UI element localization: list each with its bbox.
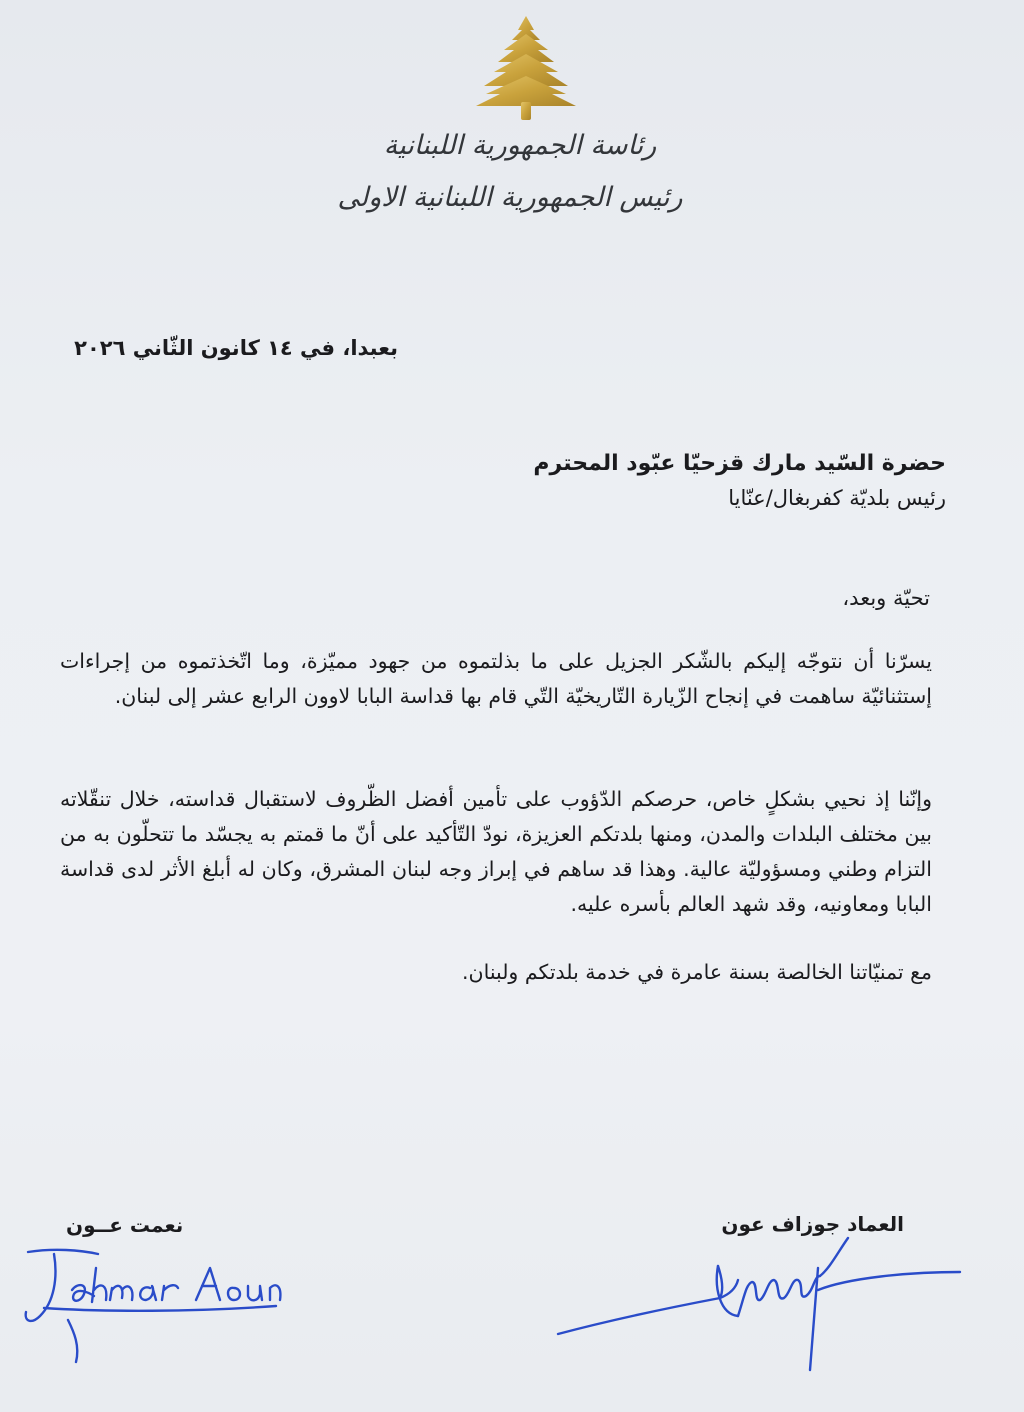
- body-paragraph-1: يسرّنا أن نتوجّه إليكم بالشّكر الجزيل على ما بذلتموه من جهود مميّزة، وما اتّخذتموه من إجراءات إستثنائيّة ساهمت في إنجاح الزّيارة التّاريخيّة التّي قام بها قداسة البابا لاوون الرابع عشر إلى لبنان.: [60, 649, 932, 708]
- greeting: تحيّة وبعد،: [842, 586, 930, 610]
- closing-line: مع تمنيّاتنا الخالصة بسنة عامرة في خدمة بلدتكم ولبنان.: [462, 960, 932, 984]
- letter-date: بعبدا، في ١٤ كانون الثّاني ٢٠٢٦: [74, 336, 398, 360]
- addressee-title: رئيس بلديّة كفربغال/عنّايا: [728, 486, 946, 510]
- signatory-right-name: العماد جوزاف عون: [721, 1212, 904, 1236]
- cedar-emblem-icon: [468, 14, 584, 122]
- addressee-name: حضرة السّيد مارك قزحيّا عبّود المحترم: [533, 451, 946, 476]
- signatory-left-name: نعمت عــون: [66, 1213, 184, 1237]
- right-signature: [548, 1228, 968, 1378]
- letterhead-line-2: رئيس الجمهورية اللبنانية الاولى: [337, 182, 683, 213]
- left-signature: [14, 1238, 284, 1368]
- body-paragraph-2: وإنّنا إذ نحيي بشكلٍ خاص، حرصكم الدّؤوب على تأمين أفضل الظّروف لاستقبال قداسته، خلال تنقّلاته بين مختلف البلدات والمدن، ومنها بلدتكم العزيزة، نودّ التّأكيد على أنّ ما قمتم به يجسّد ما تتحلّون به من التزام وطني ومسؤوليّة عالية. وهذا قد ساهم في إبراز وجه لبنان المشرق، وكان له أبلغ الأثر لدى قداسة البابا ومعاونيه، وقد شهد العالم بأسره عليه.: [60, 787, 932, 916]
- letterhead-line-1: رئاسة الجمهورية اللبنانية: [383, 130, 657, 161]
